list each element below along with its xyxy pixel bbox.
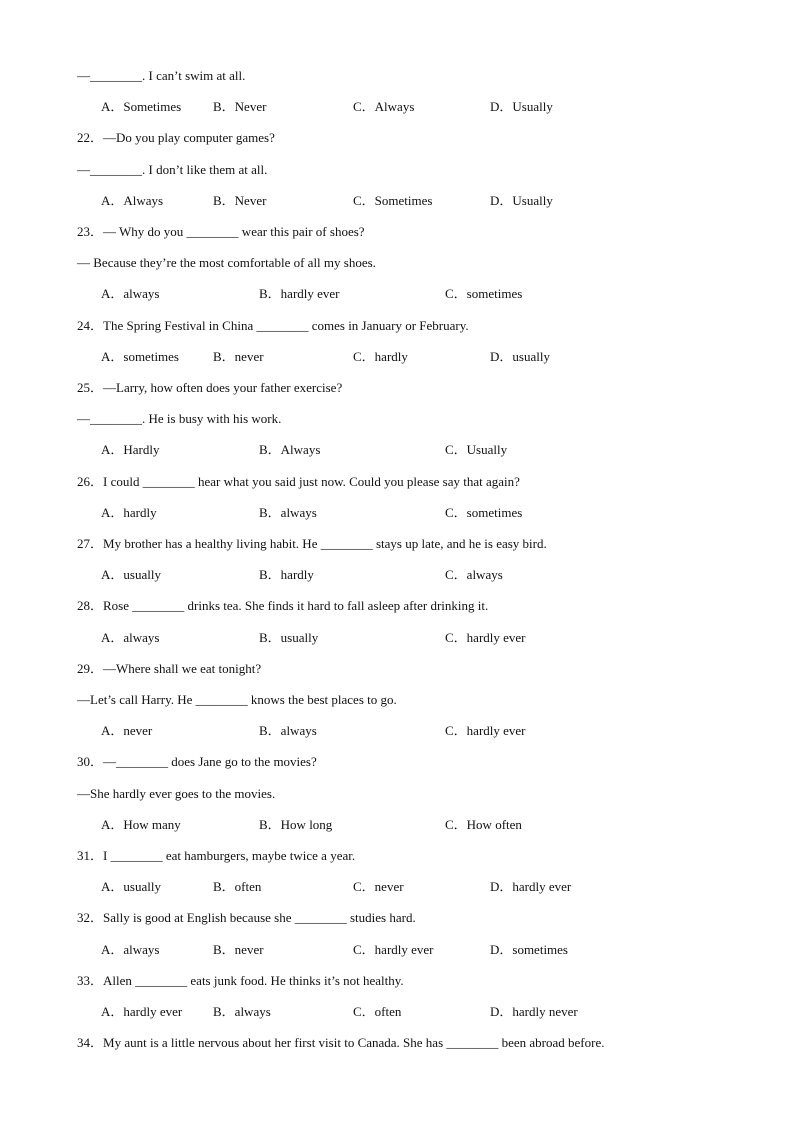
answer-option[interactable]: A．Sometimes [101, 99, 182, 115]
question-text: —Let’s call Harry. He ________ knows the best places to go. [77, 692, 397, 707]
answer-option[interactable]: A．usually [101, 879, 161, 895]
question-stem [77, 910, 416, 926]
answer-option[interactable]: C．Sometimes [353, 192, 433, 208]
answer-option[interactable]: C．hardly ever [445, 723, 526, 739]
answer-option[interactable]: D．usually [490, 348, 550, 364]
question-text: —________. He is busy with his work. [77, 411, 282, 427]
answer-option[interactable]: B．always [259, 504, 317, 520]
answer-option[interactable]: B．hardly [259, 567, 314, 583]
question-stem [77, 68, 245, 84]
answer-option[interactable]: A．hardly ever [101, 1004, 183, 1019]
answer-option[interactable]: D．Usually [490, 99, 553, 115]
answer-option[interactable]: B．Never [213, 192, 267, 208]
answer-option[interactable]: A．Hardly [101, 442, 160, 458]
answer-option[interactable]: C．sometimes [445, 504, 523, 520]
question-text: I could ________ hear what you said just now. Could you please say that again? [103, 473, 520, 489]
question-text: —Do you play computer games? [103, 130, 275, 146]
answer-option[interactable]: B．How long [259, 816, 333, 832]
question-text: —________. I don’t like them at all. [77, 161, 268, 177]
answer-option[interactable]: A．sometimes [101, 348, 179, 364]
answer-option[interactable]: C．hardly [353, 348, 408, 364]
question-text: I ________ eat hamburgers, maybe twice a year. [103, 848, 356, 863]
answer-option[interactable]: C．never [353, 879, 404, 895]
question-stem [77, 1035, 604, 1051]
question-number: 32． [77, 910, 104, 926]
question-text: My brother has a healthy living habit. He ________ stays up late, and he is easy bird. [103, 536, 547, 551]
question-text: —________ does Jane go to the movies? [103, 754, 317, 770]
question-line [77, 162, 267, 178]
question-stem [77, 973, 404, 989]
question-line [77, 786, 275, 802]
question-number: 33． [77, 972, 104, 988]
question-number: 29． [77, 660, 104, 676]
question-stem [77, 536, 547, 552]
answer-option[interactable]: B．never [213, 941, 264, 957]
answer-option[interactable]: A．always [101, 629, 160, 645]
question-line [77, 255, 376, 271]
answer-option[interactable]: A．hardly [101, 504, 157, 520]
answer-option[interactable]: D．hardly never [490, 1004, 578, 1019]
answer-option[interactable]: C．sometimes [445, 286, 523, 302]
question-stem [77, 754, 317, 770]
answer-option[interactable]: A．never [101, 723, 153, 739]
question-stem [77, 848, 355, 864]
answer-option[interactable]: C．Usually [445, 442, 508, 458]
answer-option[interactable]: B．never [213, 348, 264, 364]
answer-option[interactable]: B．always [259, 723, 317, 739]
question-stem [77, 598, 488, 614]
question-line [77, 411, 281, 427]
question-line [77, 692, 397, 708]
question-text: My aunt is a little nervous about her first visit to Canada. She has ________ been abroad before. [103, 1035, 605, 1051]
answer-option[interactable]: A．usually [101, 567, 161, 583]
answer-option[interactable]: C．How often [445, 816, 522, 832]
answer-option[interactable]: C．hardly ever [445, 629, 526, 645]
question-text: Allen ________ eats junk food. He thinks it’s not healthy. [103, 972, 404, 988]
question-stem [77, 380, 342, 396]
question-stem [77, 474, 520, 490]
question-stem [77, 661, 261, 677]
question-number: 30． [77, 754, 104, 770]
answer-option[interactable]: C．often [353, 1004, 402, 1019]
question-text: The Spring Festival in China ________ comes in January or February. [103, 317, 469, 333]
question-text: —Where shall we eat tonight? [103, 660, 262, 676]
question-text: — Because they’re the most comfortable of all my shoes. [77, 255, 376, 271]
question-text: —Larry, how often does your father exercise? [103, 380, 343, 395]
question-stem [77, 318, 469, 334]
answer-option[interactable]: B．Never [213, 99, 267, 115]
answer-option[interactable]: A．always [101, 941, 160, 957]
answer-option[interactable]: D．hardly ever [490, 879, 572, 895]
question-number: 31． [77, 848, 104, 863]
question-number: 24． [77, 317, 104, 333]
answer-option[interactable]: A．Always [101, 192, 164, 208]
question-stem [77, 224, 365, 240]
answer-option[interactable]: B．usually [259, 629, 319, 645]
answer-option[interactable]: A．How many [101, 816, 181, 832]
question-text: Sally is good at English because she ________ studies hard. [103, 910, 416, 926]
answer-option[interactable]: A．always [101, 286, 160, 302]
question-number: 27． [77, 536, 104, 551]
question-number: 34． [77, 1035, 104, 1051]
question-number: 25． [77, 380, 104, 395]
question-number: 22． [77, 130, 104, 146]
question-number: 26． [77, 473, 104, 489]
answer-option[interactable]: C．hardly ever [353, 941, 434, 957]
question-text: — Why do you ________ wear this pair of shoes? [103, 224, 365, 239]
answer-option[interactable]: C．Always [353, 99, 415, 115]
answer-option[interactable]: B．hardly ever [259, 286, 340, 302]
question-text: —She hardly ever goes to the movies. [77, 785, 276, 801]
answer-option[interactable]: B．often [213, 879, 262, 895]
question-number: 23． [77, 224, 104, 239]
answer-option[interactable]: D．sometimes [490, 941, 568, 957]
answer-option[interactable]: B．Always [259, 442, 321, 458]
question-text: —________. I can’t swim at all. [77, 68, 246, 83]
answer-option[interactable]: C．always [445, 567, 503, 583]
question-text: Rose ________ drinks tea. She finds it hard to fall asleep after drinking it. [103, 598, 489, 614]
question-number: 28． [77, 598, 104, 614]
answer-option[interactable]: B．always [213, 1004, 271, 1019]
question-stem [77, 130, 275, 146]
answer-option[interactable]: D．Usually [490, 192, 553, 208]
